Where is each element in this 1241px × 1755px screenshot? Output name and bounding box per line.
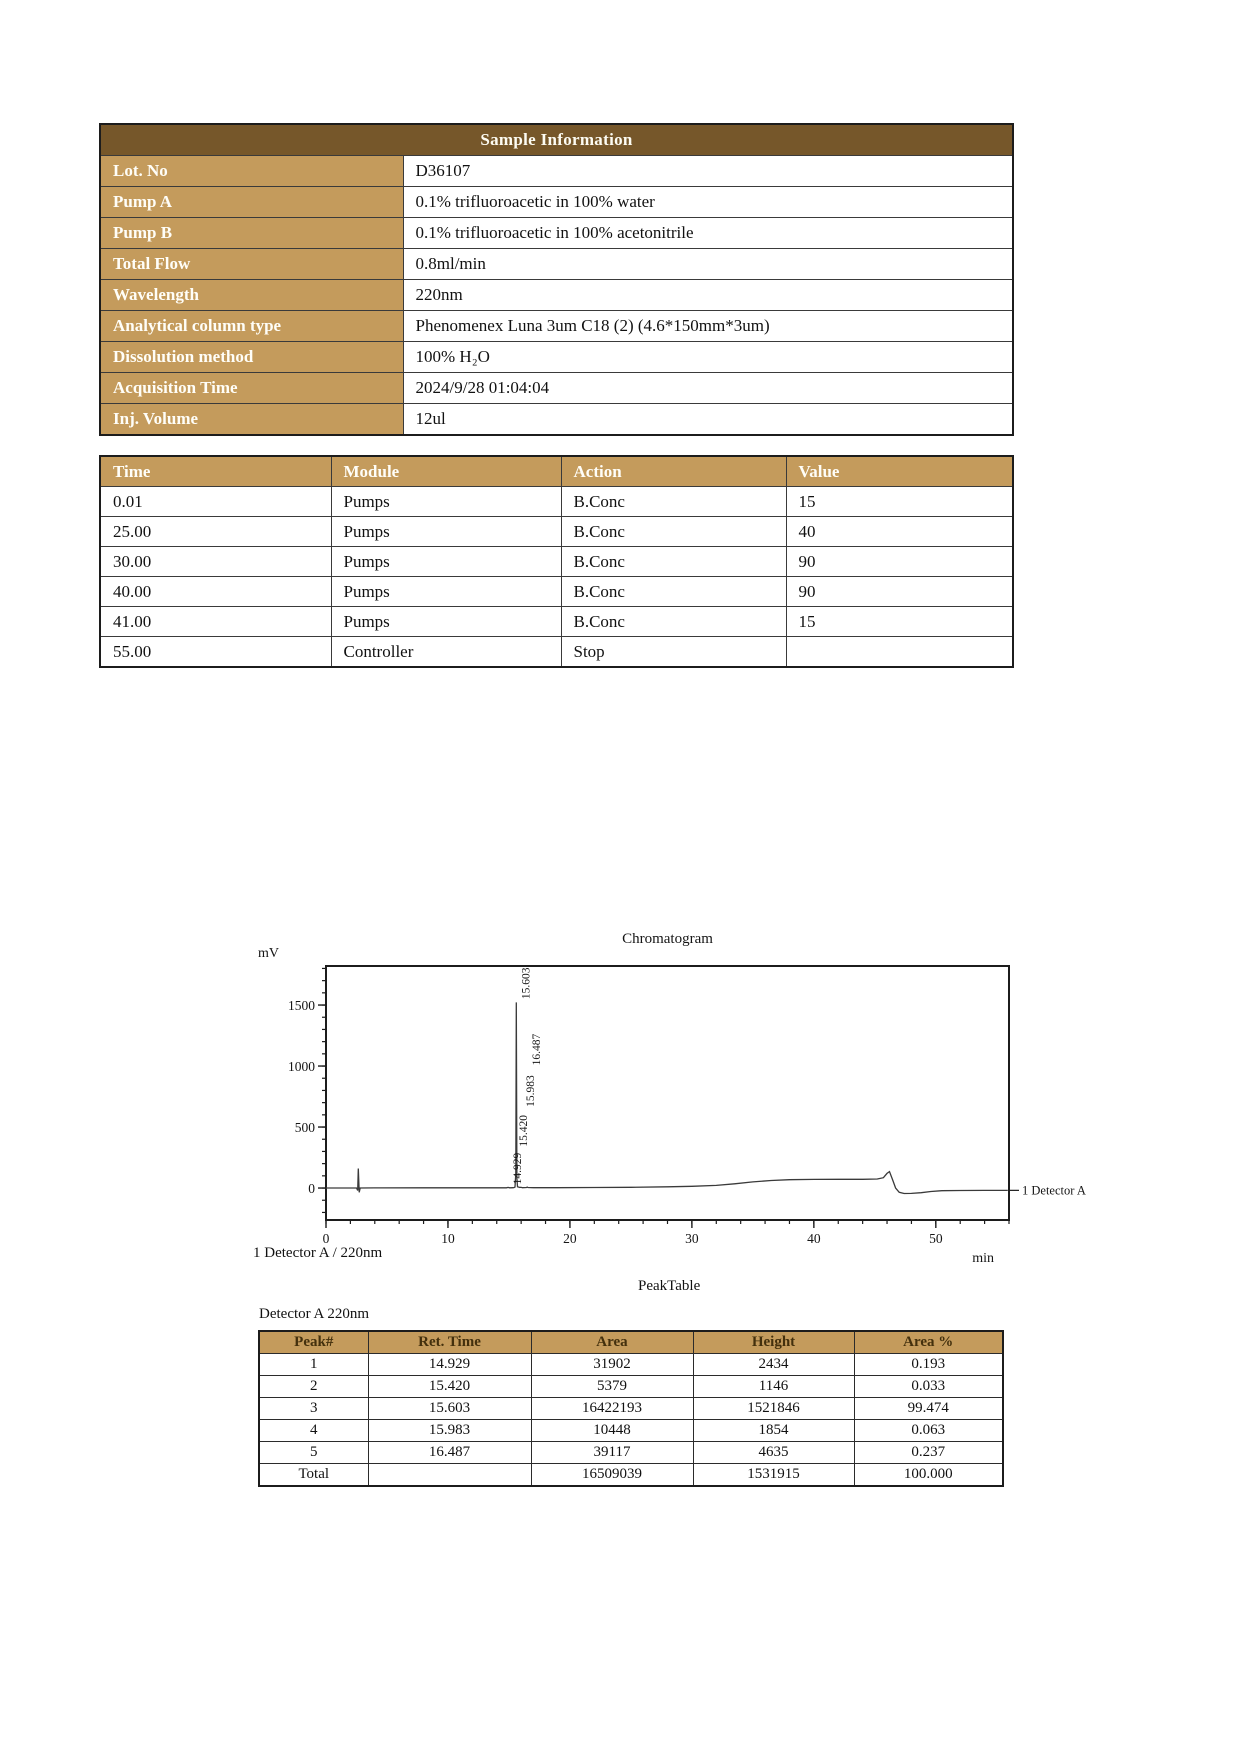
table-row [259, 1354, 1003, 1376]
program-cell: B.Conc [561, 577, 786, 607]
peak-cell: 0.193 [854, 1354, 1003, 1376]
peak-cell: 15.603 [368, 1398, 531, 1420]
info-value: 12ul [403, 404, 1013, 436]
x-tick-label: 30 [685, 1231, 699, 1246]
peak-cell: 16422193 [531, 1398, 693, 1420]
chromatogram-chart [230, 915, 1150, 1275]
info-value: 0.8ml/min [403, 249, 1013, 280]
program-cell: Pumps [331, 547, 561, 577]
chromatogram-trace [326, 1002, 1008, 1193]
table-row [100, 487, 1013, 517]
peak-cell: 5 [259, 1442, 368, 1464]
column-header-value: Value [786, 456, 1013, 487]
info-label: Wavelength [100, 280, 403, 311]
peak-cell: 2 [259, 1376, 368, 1398]
table-row [100, 342, 1013, 373]
y-tick-label: 1500 [288, 998, 315, 1014]
peak-cell: 3 [259, 1398, 368, 1420]
program-cell: 0.01 [100, 487, 331, 517]
peak-cell: 2434 [693, 1354, 854, 1376]
peak-cell: 1146 [693, 1376, 854, 1398]
info-value: Phenomenex Luna 3um C18 (2) (4.6*150mm*3um) [403, 311, 1013, 342]
info-label: Analytical column type [100, 311, 403, 342]
info-value: 0.1% trifluoroacetic in 100% water [403, 187, 1013, 218]
table-row [100, 577, 1013, 607]
info-label: Dissolution method [100, 342, 403, 373]
x-tick-label: 50 [929, 1231, 943, 1246]
peak-cell: 15.983 [368, 1420, 531, 1442]
x-tick-label: 40 [807, 1231, 821, 1246]
info-value: 2024/9/28 01:04:04 [403, 373, 1013, 404]
program-cell: 40 [786, 517, 1013, 547]
program-cell: Stop [561, 637, 786, 668]
table-header-row [259, 1331, 1003, 1354]
program-cell: 40.00 [100, 577, 331, 607]
peak-cell: 1521846 [693, 1398, 854, 1420]
peak-cell: 31902 [531, 1354, 693, 1376]
program-cell: 90 [786, 547, 1013, 577]
chart-caption: 1 Detector A / 220nm [253, 1245, 383, 1261]
info-label: Inj. Volume [100, 404, 403, 436]
peak-cell: 4 [259, 1420, 368, 1442]
peak-cell: 16509039 [531, 1464, 693, 1487]
table-row [100, 637, 1013, 668]
table-row-total [259, 1464, 1003, 1487]
peaktable-title: PeakTable [638, 1278, 701, 1294]
program-cell: Pumps [331, 577, 561, 607]
detector-legend: 1 Detector A [1022, 1183, 1086, 1198]
program-cell: Pumps [331, 517, 561, 547]
table-row [100, 187, 1013, 218]
info-label: Pump A [100, 187, 403, 218]
program-cell: B.Conc [561, 487, 786, 517]
program-cell: 41.00 [100, 607, 331, 637]
table-row [100, 607, 1013, 637]
y-tick-label: 0 [308, 1181, 315, 1197]
column-header-peak: Peak# [259, 1331, 368, 1354]
column-header-action: Action [561, 456, 786, 487]
table-row [100, 373, 1013, 404]
peak-cell: 99.474 [854, 1398, 1003, 1420]
peak-cell: 0.237 [854, 1442, 1003, 1464]
peak-cell: 10448 [531, 1420, 693, 1442]
sample-information-table [99, 123, 1014, 436]
time-program-table [99, 455, 1014, 668]
peak-cell: 14.929 [368, 1354, 531, 1376]
program-cell: Controller [331, 637, 561, 668]
info-label: Pump B [100, 218, 403, 249]
chart-title: Chromatogram [622, 931, 713, 947]
peak-label: 15.983 [524, 1075, 537, 1107]
table-row [259, 1420, 1003, 1442]
x-tick-label: 20 [563, 1231, 577, 1246]
y-tick-label: 1000 [288, 1059, 315, 1075]
program-cell: 90 [786, 577, 1013, 607]
peak-cell: 100.000 [854, 1464, 1003, 1487]
program-cell: 55.00 [100, 637, 331, 668]
peak-cell: 1854 [693, 1420, 854, 1442]
peak-cell: 0.063 [854, 1420, 1003, 1442]
program-cell: 30.00 [100, 547, 331, 577]
table-row [259, 1376, 1003, 1398]
table-row [100, 517, 1013, 547]
peak-cell: 0.033 [854, 1376, 1003, 1398]
sample-information-title: Sample Information [100, 124, 1013, 156]
info-label: Total Flow [100, 249, 403, 280]
peak-cell: 16.487 [368, 1442, 531, 1464]
y-tick-label: 500 [294, 1120, 315, 1136]
peak-label: 15.420 [518, 1114, 531, 1147]
info-value: 220nm [403, 280, 1013, 311]
program-cell: Pumps [331, 607, 561, 637]
peak-label: 16.487 [531, 1033, 544, 1066]
column-header-rettime: Ret. Time [368, 1331, 531, 1354]
program-cell: B.Conc [561, 517, 786, 547]
peak-cell: 39117 [531, 1442, 693, 1464]
table-row [259, 1442, 1003, 1464]
table-row [100, 311, 1013, 342]
peak-label: 15.603 [520, 967, 533, 1000]
x-tick-label: 0 [322, 1231, 330, 1246]
info-label: Acquisition Time [100, 373, 403, 404]
peak-cell: 1531915 [693, 1464, 854, 1487]
column-header-time: Time [100, 456, 331, 487]
plot-frame [326, 966, 1009, 1220]
column-header-module: Module [331, 456, 561, 487]
info-value: 100% H₂O [403, 342, 1013, 373]
x-axis-label: min [972, 1251, 994, 1266]
peak-cell [368, 1464, 531, 1487]
peak-cell: 15.420 [368, 1376, 531, 1398]
info-value: D36107 [403, 156, 1013, 187]
table-row [100, 280, 1013, 311]
peak-table [258, 1330, 1004, 1487]
program-cell: 15 [786, 487, 1013, 517]
peak-cell: 1 [259, 1354, 368, 1376]
x-tick-label: 10 [441, 1231, 455, 1246]
program-cell [786, 637, 1013, 668]
peak-label: 14.929 [512, 1152, 525, 1185]
peak-cell: 5379 [531, 1376, 693, 1398]
info-label: Lot. No [100, 156, 403, 187]
program-cell: 15 [786, 607, 1013, 637]
info-value: 0.1% trifluoroacetic in 100% acetonitrile [403, 218, 1013, 249]
program-cell: B.Conc [561, 607, 786, 637]
table-row [100, 249, 1013, 280]
table-row [100, 547, 1013, 577]
table-row [100, 156, 1013, 187]
peak-cell: Total [259, 1464, 368, 1487]
program-cell: B.Conc [561, 547, 786, 577]
peak-cell: 4635 [693, 1442, 854, 1464]
program-cell: 25.00 [100, 517, 331, 547]
table-row [100, 218, 1013, 249]
table-row [259, 1398, 1003, 1420]
y-axis-label: mV [258, 946, 279, 961]
table-row [100, 404, 1013, 436]
column-header-area: Area [531, 1331, 693, 1354]
column-header-height: Height [693, 1331, 854, 1354]
column-header-areapct: Area % [854, 1331, 1003, 1354]
table-header-row [100, 456, 1013, 487]
program-cell: Pumps [331, 487, 561, 517]
peaktable-subtitle: Detector A 220nm [259, 1306, 369, 1322]
